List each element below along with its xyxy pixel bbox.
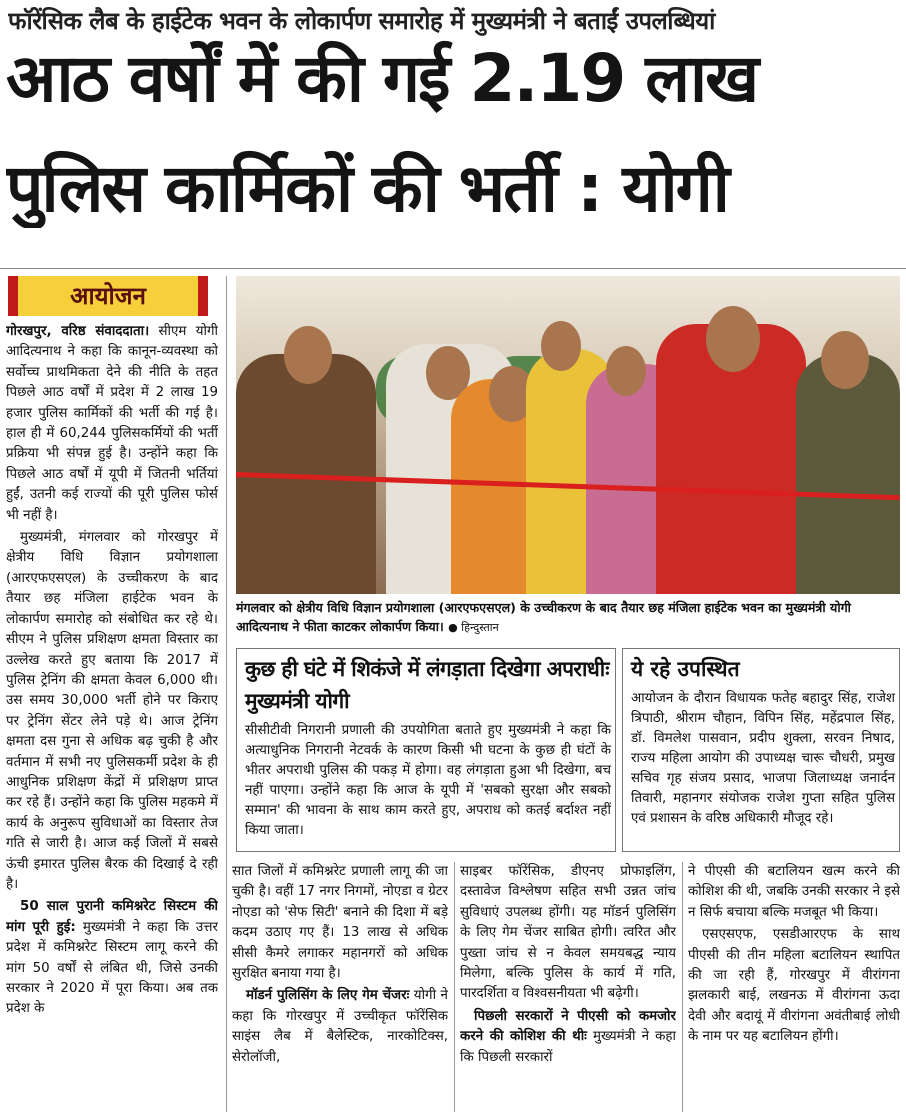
- headline-line-1: आठ वर्षों में की गई 2.19 लाख: [6, 40, 758, 117]
- box-body: आयोजन के दौरान विधायक फतेह बहादुर सिंह, राजेश त्रिपाठी, श्रीराम चौहान, विपिन सिंह, महेंद्रपाल सिंह, डॉ. विमलेश पासवान, प्रदीप शुक्ला, सरवन निषाद, राज्य महिला आयोग की उपाध्यक्ष चारू चौधरी, प्रमुख सचिव गृह संजय प्रसाद, भाजपा जिलाध्यक्ष जनार्दन तिवारी, महानगर संयोजक राजेश गुप्ता सहित पुलिस एवं प्रशासन के वरिष्ठ अधिकारी मौजूद रहे।: [631, 691, 895, 826]
- byline: गोरखपुर, वरिष्ठ संवाददाता।: [6, 324, 150, 339]
- column-divider: [226, 276, 227, 1112]
- paragraph: मुख्यमंत्री ने कहा कि पिछली सरकारों: [460, 1029, 676, 1065]
- kicker-headline: फॉरेंसिक लैब के हाईटेक भवन के लोकार्पण समारोह में मुख्यमंत्री ने बताईं उपलब्धियां: [8, 7, 715, 35]
- box-heading: कुछ ही घंटे में शिकंजे में लंगड़ाता दिखेगा अपराधीः मुख्यमंत्री योगी: [245, 657, 609, 713]
- paragraph: सात जिलों में कमिश्नरेट प्रणाली लागू की जा चुकी है। वहीं 17 नगर निगमों, नोएडा व ग्रेटर नोएडा को 'सेफ सिटी' बनाने की दिशा में बड़े कदम उठाए गए हैं। 13 लाख से अधिक सीसी कैमरे लगाकर महानगरों को अधिक सुरक्षित बनाया गया है।: [232, 864, 448, 982]
- subheading: मॉडर्न पुलिसिंग के लिए गेम चेंजरः: [246, 988, 410, 1004]
- body-column-4: [688, 862, 900, 1112]
- paragraph: ने पीएसी की बटालियन खत्म करने की कोशिश की थी, जबकि उनकी सरकार ने इसे न सिर्फ बचाया बल्कि मजबूत भी किया।: [688, 864, 900, 920]
- section-tag-label: आयोजन: [70, 282, 146, 310]
- sidebar-box-cctv: [236, 648, 616, 852]
- caption-text: मंगलवार को क्षेत्रीय विधि विज्ञान प्रयोगशाला (आरएफएसएल) के उच्चीकरण के बाद तैयार छह मंजिला हाईटेक भवन का मुख्यमंत्री योगी आदित्यनाथ ने फीता काटकर लोकार्पण किया।: [236, 600, 851, 634]
- paragraph: योगी ने कहा कि गोरखपुर में उच्चीकृत फॉरेंसिक साइंस लैब में बैलेस्टिक, नारकोटिक्स, सेरोलॉजी,: [232, 988, 448, 1065]
- caption-source: ● हिन्दुस्तान: [448, 621, 499, 634]
- paragraph: साइबर फॉरेंसिक, डीएनए प्रोफाइलिंग, दस्तावेज विश्लेषण सहित सभी उन्नत जांच सुविधाएं उपलब्ध होंगी। यह मॉडर्न पुलिसिंग के लिए गेम चेंजर साबित होगी। त्वरित और पुख्ता जांच से न केवल समयबद्ध न्याय मिलेगा, बल्कि पुलिस के कार्य में गति, पारदर्शिता व विश्वसनीयता भी बढ़ेगी।: [460, 864, 676, 1002]
- subheading: पिछली सरकारों ने पीएसी को कमजोर करने की कोशिश की थीः: [460, 1008, 676, 1045]
- body-column-3: [460, 862, 676, 1112]
- headline-line-2: पुलिस कार्मिकों की भर्ती : योगी: [6, 150, 728, 227]
- divider: [0, 268, 906, 269]
- photo-caption: [236, 598, 900, 644]
- paragraph: मुख्यमंत्री ने कहा कि उत्तर प्रदेश में कमिश्नरेट सिस्टम लागू करने की मांग 50 वर्षों से लंबित थी, जिसे उनकी सरकार ने 2020 में पूरा किया। अब तक प्रदेश के: [6, 919, 218, 1017]
- left-column: [6, 322, 218, 1112]
- sidebar-box-attendees: [622, 648, 900, 852]
- column-divider: [682, 862, 683, 1112]
- subheading: 50 साल पुरानी कमिश्नरेट सिस्टम की मांग पूरी हुई:: [6, 899, 218, 935]
- column-divider: [454, 862, 455, 1112]
- box-heading: ये रहे उपस्थित: [631, 657, 740, 681]
- paragraph: सीएम योगी आदित्यनाथ ने कहा कि कानून-व्यवस्था को सर्वोच्च प्राथमिकता देने की नीति के तहत पिछले आठ वर्षों में प्रदेश में 2 लाख 19 हजार पुलिस कार्मिकों की भर्ती की गई है। हाल ही में 60,244 पुलिसकर्मियों की भर्ती प्रक्रिया भी संपन्न हुई है। उन्होंने कहा कि पिछले आठ वर्षों में यूपी में जितनी भर्तियां हुईं, उतनी कई राज्यों की पूरी पुलिस फोर्स भी नहीं है।: [6, 324, 218, 523]
- paragraph: मुख्यमंत्री, मंगलवार को गोरखपुर में क्षेत्रीय विधि विज्ञान प्रयोगशाला (आरएफएसएल) के उच्चीकरण के बाद तैयार छह मंजिला हाईटेक भवन के लोकार्पण समारोह को संबोधित कर रहे थे। सीएम ने पुलिस प्रशिक्षण क्षमता विस्तार का उल्लेख करते हुए बताया कि 2017 में पुलिस ट्रेनिंग की क्षमता केवल 6,000 थी। उस समय 30,000 भर्ती होने पर किराए पर ट्रेनिंग सेंटर लेने पड़े थे। आज ट्रेनिंग क्षमता दस गुना से अधिक बढ़ चुकी है और वर्तमान में सभी नए पुलिसकर्मी प्रदेश के ही आधुनिक प्रशिक्षण केंद्रों में प्रशिक्षण प्राप्त कर रहे हैं। उन्होंने कहा कि पुलिस महकमे में कार्य के अनुरूप सुविधाओं का विस्तार तेज गति से जारी है। आज कई जिलों में सबसे ऊंची इमारत पुलिस बैरक की दिखाई दे रही है।: [6, 530, 218, 892]
- section-tag: [8, 276, 208, 316]
- box-body: सीसीटीवी निगरानी प्रणाली की उपयोगिता बताते हुए मुख्यमंत्री ने कहा कि अत्याधुनिक निगरानी नेटवर्क के कारण किसी भी घटना के कुछ ही घंटों के भीतर अपराधी पुलिस की पकड़ में होगा। वह लंगड़ाता हुआ भी दिखेगा, बच नहीं पाएगा। उन्होंने कहा कि आज के यूपी में 'सबको सुरक्षा और सबको सम्मान' की भावना के साथ काम करते हुए, अपराध को कतई बर्दाश्त नहीं किया जाता।: [245, 723, 611, 838]
- ribbon-cutting-photo: [236, 276, 900, 594]
- paragraph: एसएसएफ, एसडीआरएफ के साथ पीएसी की तीन महिला बटालियन स्थापित की जा रही हैं, गोरखपुर में वीरांगना झलकारी बाई, लखनऊ में वीरांगना ऊदा देवी और बदायूं में वीरांगना अवंतीबाई लोधी के नाम पर यह बटालियन होंगी।: [688, 927, 900, 1045]
- body-column-2: [232, 862, 448, 1112]
